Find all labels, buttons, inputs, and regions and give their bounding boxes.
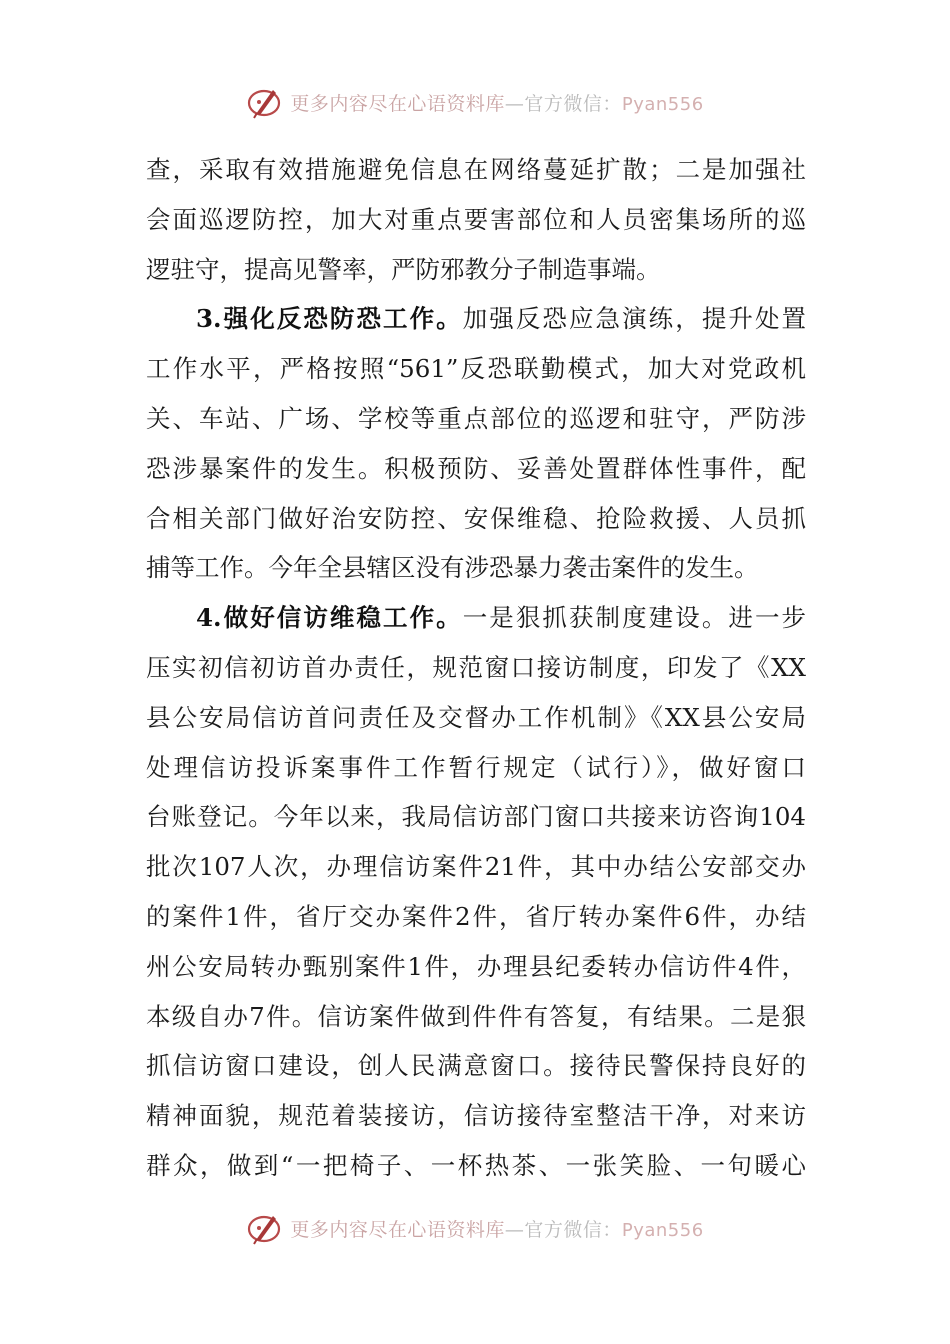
text-line: 3.强化反恐防恐工作。加强反恐应急演练，提升处置 bbox=[196, 304, 807, 334]
text-line: 压实初信初访首办责任，规范窗口接访制度，印发了《XX bbox=[146, 652, 806, 682]
text-line: 4.做好信访维稳工作。一是狠抓获制度建设。进一步 bbox=[196, 603, 807, 633]
text-line: 捕等工作。今年全县辖区没有涉恐暴力袭击案件的发生。 bbox=[146, 553, 759, 583]
text-line: 的案件1件，省厅交办案件2件，省厅转办案件6件，办结 bbox=[146, 901, 806, 931]
text-line: 会面巡逻防控，加大对重点要害部位和人员密集场所的巡 bbox=[146, 204, 806, 234]
quill-logo-icon bbox=[246, 84, 282, 120]
text-line: 合相关部门做好治安防控、安保维稳、抢险救援、人员抓 bbox=[146, 503, 806, 533]
text-line: 台账登记。今年以来，我局信访部门窗口共接来访咨询104 bbox=[146, 802, 806, 832]
text-line: 恐涉暴案件的发生。积极预防、妥善处置群体性事件，配 bbox=[146, 453, 806, 483]
text-line: 抓信访窗口建设，创人民满意窗口。接待民警保持良好的 bbox=[146, 1051, 806, 1081]
text-line: 关、车站、广场、学校等重点部位的巡逻和驻守，严防涉 bbox=[146, 403, 806, 433]
header-watermark bbox=[0, 82, 950, 122]
text-line: 州公安局转办甄别案件1件，办理县纪委转办信访件4件， bbox=[146, 951, 806, 981]
text-line: 群众，做到“一把椅子、一杯热茶、一张笑脸、一句暖心 bbox=[146, 1150, 806, 1180]
document-body bbox=[146, 145, 806, 1191]
watermark-text: 更多内容尽在心语资料库—官方微信：Pyan556 bbox=[290, 92, 704, 115]
text-line: 逻驻守，提高见警率，严防邪教分子制造事端。 bbox=[146, 254, 661, 284]
watermark-text: 更多内容尽在心语资料库—官方微信：Pyan556 bbox=[290, 1218, 704, 1241]
footer-watermark bbox=[0, 1208, 950, 1248]
text-line: 精神面貌，规范着装接访，信访接待室整洁干净，对来访 bbox=[146, 1101, 806, 1131]
text-line: 批次107人次，办理信访案件21件，其中办结公安部交办 bbox=[146, 852, 806, 882]
text-line: 县公安局信访首问责任及交督办工作机制》《XX县公安局 bbox=[146, 702, 806, 732]
quill-logo-icon bbox=[246, 1210, 282, 1246]
text-line: 查，采取有效措施避免信息在网络蔓延扩散；二是加强社 bbox=[146, 155, 806, 184]
text-line: 处理信访投诉案事件工作暂行规定（试行）》，做好窗口 bbox=[146, 752, 806, 782]
text-line: 本级自办7件。信访案件做到件件有答复，有结果。二是狠 bbox=[146, 1001, 806, 1031]
section-heading: 4.做好信访维稳工作。 bbox=[196, 603, 463, 633]
section-heading: 3.强化反恐防恐工作。 bbox=[196, 304, 463, 334]
text-line: 工作水平，严格按照“561”反恐联勤模式，加大对党政机 bbox=[146, 354, 806, 384]
